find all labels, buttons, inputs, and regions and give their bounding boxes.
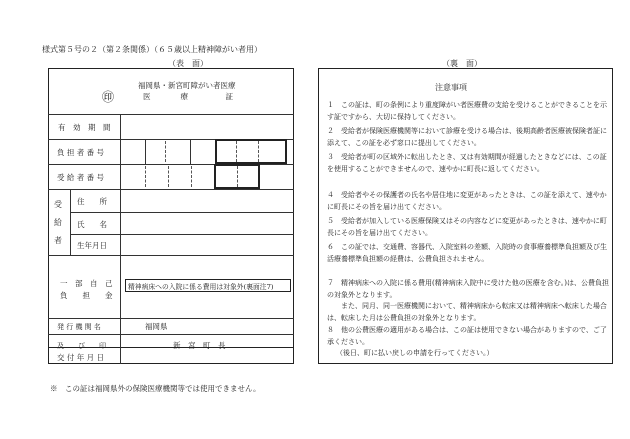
- note-item: ５ 受給者が加入している医療保険又はその内容などに変更があったときは、速やかに町長にその旨を届け出てください。: [327, 217, 607, 237]
- copay-label-line2: 負 担 金: [60, 291, 113, 300]
- birthdate-label: 生年月日: [77, 241, 107, 250]
- digit-divider: [190, 139, 191, 164]
- column-divider: [70, 189, 71, 255]
- note-item: ６ この証では、交通費、容器代、入院室料の差額、入院時の食事療養標準負担額及び生活療養標準負担額の経費は、公費負担されません。: [327, 243, 607, 263]
- seal-mark-icon: ㊞: [102, 90, 115, 104]
- name-label: 氏 名: [77, 220, 107, 229]
- form-title: 様式第５号の２（第２条関係）（６５歳以上精神障がい者用）: [42, 45, 262, 54]
- digit-divider: [168, 166, 169, 187]
- note-item: ３ 受給者が町の区域外に転出したとき、又は有効期間が経過したときなどには、この証を使用することができませんので、速やかに町長に返してください。: [327, 153, 607, 173]
- issuer-label: 発 行 機 関 名: [57, 323, 101, 331]
- back-side-label: （裏 面）: [442, 59, 482, 68]
- payer-number-check-box: [215, 139, 287, 164]
- front-side-label: （表 面）: [168, 59, 208, 68]
- issue-date-label: 交 付 年 月 日: [57, 353, 105, 362]
- row-divider: [48, 318, 294, 319]
- column-divider: [120, 348, 121, 364]
- row-divider: [70, 234, 294, 235]
- row-divider: [48, 334, 294, 335]
- certificate-heading: 福岡県・新宮町障がい者医療: [138, 81, 236, 90]
- recipient-number-label: 受 給 者 番 号: [57, 173, 105, 182]
- footnote: ※ この証は福岡県外の保険医療機関等では使用できません。: [50, 384, 261, 393]
- note-item: １ この証は、町の条例により重度障がい者医療費の支給を受けることができることを示す証ですから、大切に保持してください。: [327, 101, 607, 121]
- row-divider: [48, 255, 294, 256]
- digit-divider: [145, 166, 146, 187]
- digit-divider: [236, 141, 237, 162]
- address-label: 住 所: [77, 197, 107, 206]
- notes-title: 注意事項: [435, 83, 467, 92]
- certificate-front: [48, 68, 294, 348]
- note-item: ４ 受給者やその保護者の氏名や居住地に変更があったときは、この証を添えて、速やかに町長にその旨を届け出てください。: [327, 191, 607, 211]
- digit-divider: [237, 166, 238, 187]
- row-divider: [70, 212, 294, 213]
- issuer-seal-label: 及 び 印: [57, 342, 106, 350]
- digit-divider: [145, 139, 146, 164]
- digit-divider: [258, 141, 259, 162]
- note-item: また、同月、同一医療機関において、精神病床から転床又は精神病床へ転床した場合は、転床した月は公費負担の対象外となります。: [327, 302, 607, 322]
- issuer-prefecture: 福岡県: [145, 322, 168, 331]
- note-item: ８ 他の公費医療の適用がある場合は、この証は使用できない場合がありますので、ご了承ください。: [327, 326, 607, 346]
- validity-period-label: 有 効 期 間: [58, 123, 111, 132]
- digit-divider: [191, 166, 192, 187]
- payer-number-label: 負 担 者 番 号: [57, 148, 105, 157]
- copay-value: 精神病床への入院に係る費用は対象外(裏面注7): [128, 283, 274, 291]
- note-item: （後日、町に払い戻しの申請を行ってください。）: [336, 349, 494, 357]
- row-divider: [48, 114, 294, 115]
- row-divider: [48, 189, 294, 190]
- note-item: ２ 受給者が保険医療機関等において診療を受ける場合は、後期高齢者医療被保険者証に添えて、この証を必ず窓口に提出してください。: [327, 127, 607, 147]
- note-item: ７ 精神病床への入院に係る費用(精神病床入院中に受けた他の医療を含む。)は、公費負担の対象外となります。: [327, 279, 609, 299]
- issuer-town-mayor: 新 宮 町 長: [173, 341, 226, 350]
- certificate-subheading: 医 療 証: [143, 92, 233, 101]
- recipient-vertical-label: 受 給 者: [54, 200, 70, 245]
- digit-divider: [165, 141, 166, 162]
- copay-label: 一 部 自 己: [60, 279, 113, 288]
- column-divider: [120, 114, 121, 348]
